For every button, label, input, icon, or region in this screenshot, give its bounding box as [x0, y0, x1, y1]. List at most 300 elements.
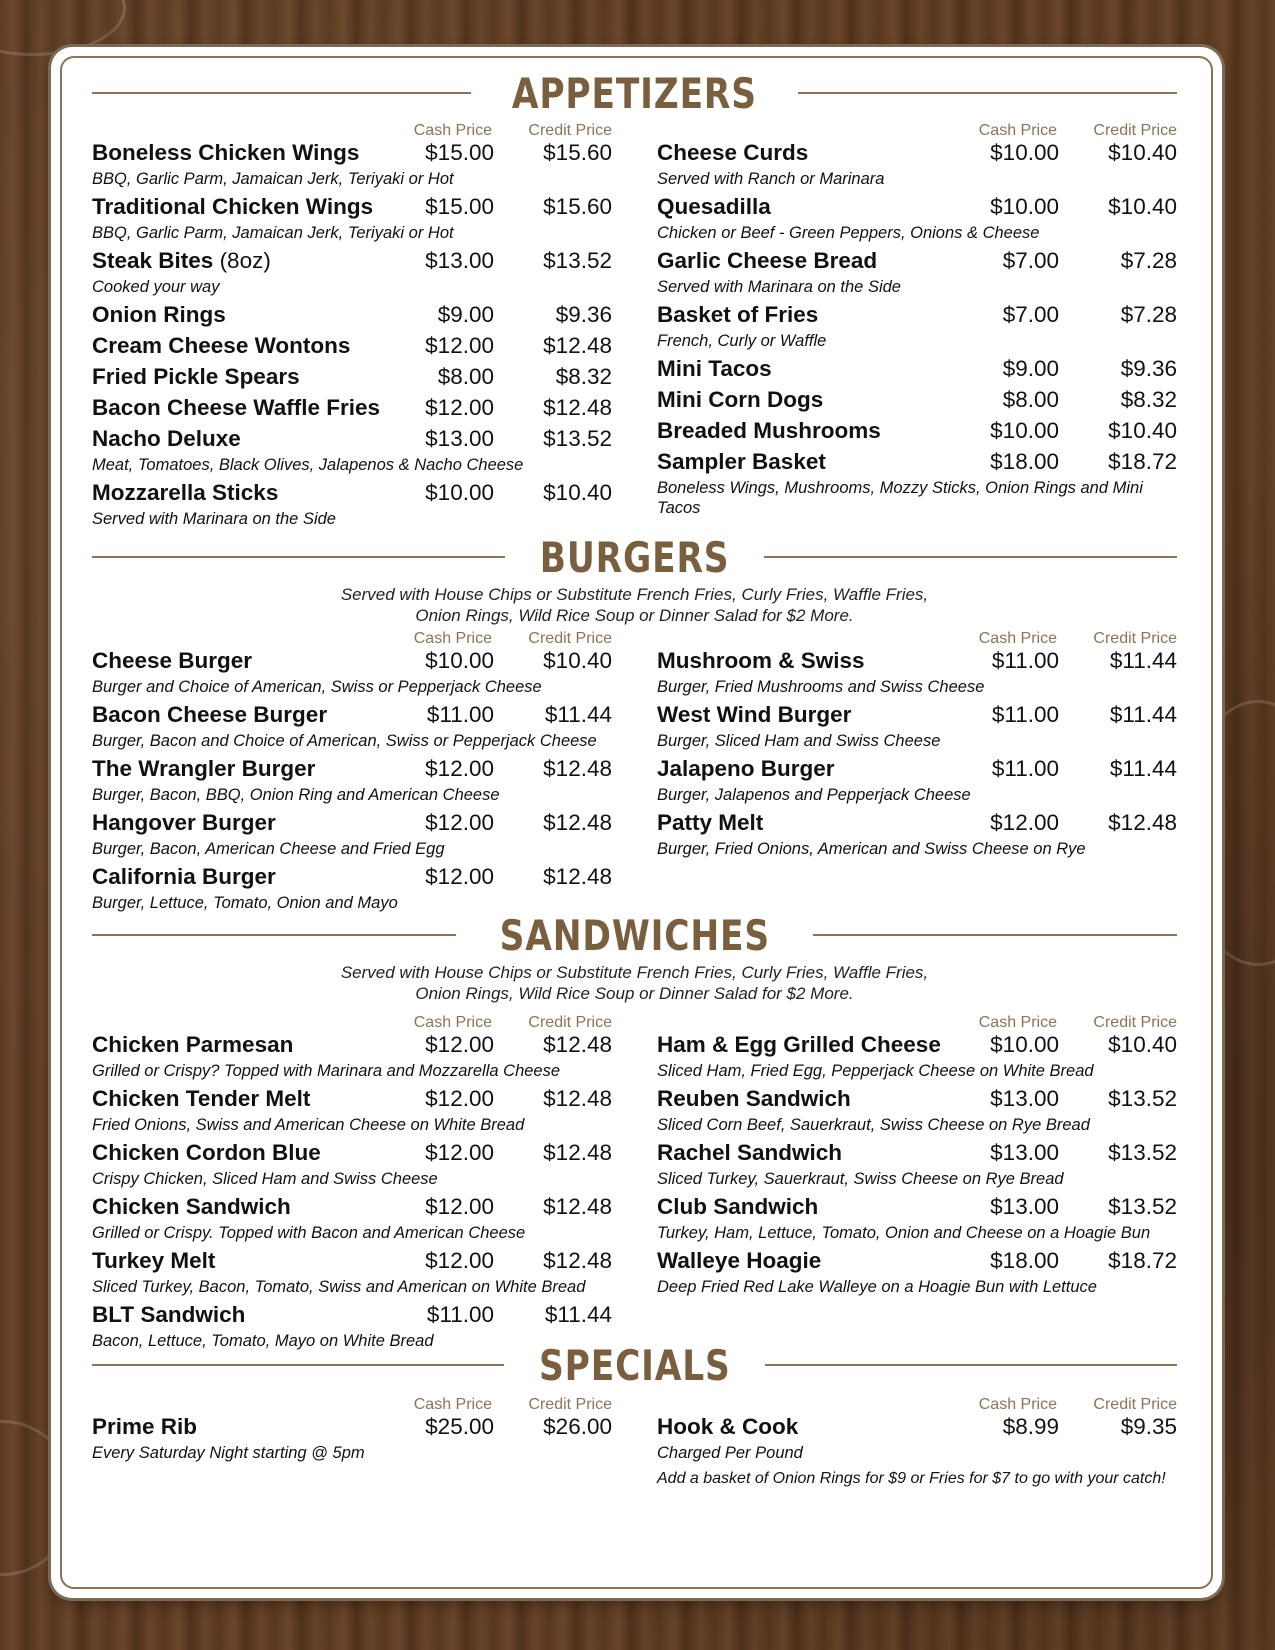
menu-item-name	[657, 449, 959, 475]
menu-item-row	[92, 1194, 612, 1223]
cash-price: $12.00	[425, 1248, 494, 1273]
header-rule-right	[798, 92, 1177, 94]
note-line: Served with House Chips or Substitute French Fries, Curly Fries, Waffle Fries,	[340, 963, 929, 982]
header-rule-left	[92, 1364, 504, 1366]
cash-price: $12.00	[425, 864, 494, 889]
section-header	[92, 68, 1177, 118]
credit-price: $12.48	[543, 333, 612, 358]
credit-price-header: Credit Price	[1093, 122, 1177, 139]
menu-item-name	[92, 248, 394, 274]
item-name-text: Cream Cheese Wontons	[92, 333, 351, 358]
cash-price: $8.99	[1002, 1414, 1059, 1439]
item-name-text: Rachel Sandwich	[657, 1140, 843, 1165]
menu-item-name	[92, 333, 394, 359]
menu-item-name	[92, 1248, 394, 1274]
credit-price: $15.60	[543, 194, 612, 219]
cash-price: $11.00	[426, 702, 494, 727]
item-name-text: Breaded Mushrooms	[657, 418, 881, 443]
menu-item	[657, 1248, 1177, 1297]
credit-price: $13.52	[543, 426, 612, 451]
menu-item	[657, 1414, 1177, 1463]
menu-item-row	[657, 756, 1177, 785]
menu-item-name	[657, 756, 959, 782]
cash-price: $10.00	[990, 194, 1059, 219]
menu-item-row	[92, 426, 612, 455]
item-name-text: Fried Pickle Spears	[92, 364, 300, 389]
menu-item-description: Grilled or Crispy. Topped with Bacon and American Cheese	[92, 1224, 526, 1242]
menu-item-description: BBQ, Garlic Parm, Jamaican Jerk, Teriyaki or Hot	[92, 170, 454, 188]
menu-item-description: Crispy Chicken, Sliced Ham and Swiss Cheese	[92, 1170, 438, 1188]
menu-item-row	[92, 248, 612, 277]
menu-item	[657, 1140, 1177, 1189]
item-name-text: Onion Rings	[92, 302, 226, 327]
menu-item	[657, 1194, 1177, 1243]
cash-price: $11.00	[991, 648, 1059, 673]
menu-item	[657, 1032, 1177, 1081]
credit-price: $8.32	[555, 364, 612, 389]
menu-item-name	[657, 1032, 959, 1058]
credit-price: $12.48	[543, 1248, 612, 1273]
menu-item-description: Burger, Fried Onions, American and Swiss Cheese on Rye	[657, 840, 1086, 858]
menu-item	[657, 302, 1177, 351]
price-column-headers	[92, 118, 612, 140]
credit-price: $9.35	[1120, 1414, 1177, 1439]
menu-item-name	[657, 302, 959, 328]
cash-price: $13.00	[990, 1194, 1059, 1219]
menu-item-row	[657, 449, 1177, 478]
menu-item-description: Sliced Turkey, Sauerkraut, Swiss Cheese on Rye Bread	[657, 1170, 1064, 1188]
price-column-headers	[657, 1392, 1177, 1414]
cash-price: $11.00	[991, 702, 1059, 727]
menu-item-row	[657, 140, 1177, 169]
specials-left-column	[92, 1392, 612, 1489]
menu-item-row	[657, 810, 1177, 839]
cash-price: $12.00	[425, 1086, 494, 1111]
cash-price: $10.00	[990, 140, 1059, 165]
menu-item	[92, 756, 612, 805]
menu-item-row	[92, 864, 612, 893]
credit-price: $12.48	[543, 810, 612, 835]
item-name-text: Garlic Cheese Bread	[657, 248, 878, 273]
menu-item	[657, 756, 1177, 805]
specials-section	[92, 1340, 1177, 1489]
credit-price-header: Credit Price	[1093, 1396, 1177, 1413]
menu-item	[92, 864, 612, 913]
credit-price: $10.40	[543, 480, 612, 505]
menu-item-description: Burger, Fried Mushrooms and Swiss Cheese	[657, 678, 985, 696]
credit-price: $12.48	[543, 1032, 612, 1057]
menu-item	[657, 356, 1177, 385]
item-name-text: BLT Sandwich	[92, 1302, 246, 1327]
cash-price-header: Cash Price	[978, 1396, 1057, 1413]
item-name-text: Club Sandwich	[657, 1194, 819, 1219]
menu-item-description: Turkey, Ham, Lettuce, Tomato, Onion and Cheese on a Hoagie Bun	[657, 1224, 1151, 1242]
item-name-text: Sampler Basket	[657, 449, 826, 474]
item-name-text: Hangover Burger	[92, 810, 276, 835]
menu-item-row	[92, 756, 612, 785]
cash-price-header: Cash Price	[413, 122, 492, 139]
credit-price: $9.36	[555, 302, 612, 327]
menu-item-row	[657, 1248, 1177, 1277]
price-column-headers	[92, 626, 612, 648]
menu-item-name	[92, 864, 394, 890]
menu-item-row	[92, 1086, 612, 1115]
menu-item	[92, 364, 612, 393]
item-name-text: Turkey Melt	[92, 1248, 216, 1273]
cash-price-header: Cash Price	[978, 122, 1057, 139]
menu-item-row	[657, 387, 1177, 416]
menu-item-description: Charged Per Pound	[657, 1444, 803, 1462]
cash-price: $13.00	[425, 426, 494, 451]
cash-price: $13.00	[425, 248, 494, 273]
cash-price: $7.00	[1002, 302, 1059, 327]
menu-item-name	[92, 810, 394, 836]
cash-price: $12.00	[990, 810, 1059, 835]
burgers-right-column	[657, 626, 1177, 918]
cash-price: $9.00	[1002, 356, 1059, 381]
sandwiches-left-column	[92, 1010, 612, 1356]
menu-item-name	[657, 1194, 959, 1220]
cash-price-header: Cash Price	[413, 1396, 492, 1413]
menu-item	[657, 810, 1177, 859]
credit-price: $12.48	[543, 395, 612, 420]
cash-price: $12.00	[425, 810, 494, 835]
item-name-text: Reuben Sandwich	[657, 1086, 851, 1111]
cash-price: $8.00	[1002, 387, 1059, 412]
menu-item-description: Deep Fried Red Lake Walleye on a Hoagie Bun with Lettuce	[657, 1278, 1097, 1296]
menu-item-row	[92, 648, 612, 677]
sandwiches-right-column	[657, 1010, 1177, 1356]
cash-price: $15.00	[425, 140, 494, 165]
menu-item-description: Sliced Ham, Fried Egg, Pepperjack Cheese on White Bread	[657, 1062, 1094, 1080]
menu-item-row	[92, 702, 612, 731]
credit-price: $12.48	[543, 864, 612, 889]
credit-price-header: Credit Price	[528, 1014, 612, 1031]
credit-price: $8.32	[1120, 387, 1177, 412]
menu-item	[92, 248, 612, 297]
item-name-text: Bacon Cheese Waffle Fries	[92, 395, 381, 420]
menu-item-name	[92, 1302, 394, 1328]
price-column-headers	[657, 1010, 1177, 1032]
menu-item-name	[92, 756, 394, 782]
credit-price: $9.36	[1120, 356, 1177, 381]
item-name-text: Mushroom & Swiss	[657, 648, 865, 673]
header-rule-right	[813, 934, 1177, 936]
section-header	[92, 532, 1177, 582]
item-name-text: Traditional Chicken Wings	[92, 194, 374, 219]
item-name-text: Jalapeno Burger	[657, 756, 835, 781]
note-line: Onion Rings, Wild Rice Soup or Dinner Salad for $2 More.	[415, 606, 854, 625]
cash-price: $10.00	[425, 480, 494, 505]
credit-price: $10.40	[1108, 194, 1177, 219]
menu-item	[657, 702, 1177, 751]
menu-item-row	[657, 194, 1177, 223]
item-name-text: Hook & Cook	[657, 1414, 799, 1439]
item-name-text: The Wrangler Burger	[92, 756, 316, 781]
specials-footnote: Add a basket of Onion Rings for $9 or Fries for $7 to go with your catch!	[657, 1470, 1166, 1487]
menu-item-name	[92, 426, 394, 452]
menu-item	[657, 648, 1177, 697]
menu-item-name	[92, 702, 394, 728]
menu-item-name	[657, 140, 959, 166]
menu-item-row	[657, 418, 1177, 447]
menu-item-row	[92, 810, 612, 839]
menu-item	[657, 1086, 1177, 1135]
price-column-headers	[657, 626, 1177, 648]
menu-item-description: Meat, Tomatoes, Black Olives, Jalapenos & Nacho Cheese	[92, 456, 524, 474]
menu-item-row	[657, 648, 1177, 677]
credit-price: $10.40	[1108, 418, 1177, 443]
menu-item	[92, 333, 612, 362]
menu-item-name	[92, 194, 394, 220]
credit-price: $13.52	[1108, 1194, 1177, 1219]
item-name-text: California Burger	[92, 864, 276, 889]
sandwiches-sides-note	[92, 962, 1177, 1004]
credit-price-header: Credit Price	[1093, 630, 1177, 647]
credit-price: $10.40	[1108, 140, 1177, 165]
cash-price: $12.00	[425, 1140, 494, 1165]
item-name-text: Quesadilla	[657, 194, 771, 219]
header-rule-left	[92, 92, 471, 94]
cash-price-header: Cash Price	[413, 1014, 492, 1031]
menu-item-row	[657, 248, 1177, 277]
menu-item-row	[657, 1414, 1177, 1443]
menu-item	[92, 395, 612, 424]
menu-item-name	[657, 1140, 959, 1166]
credit-price: $12.48	[1108, 810, 1177, 835]
credit-price-header: Credit Price	[1093, 1014, 1177, 1031]
menu-item-row	[657, 1086, 1177, 1115]
menu-item	[92, 1248, 612, 1297]
menu-item-name	[657, 418, 959, 444]
credit-price: $12.48	[543, 1086, 612, 1111]
item-name-text: Mozzarella Sticks	[92, 480, 279, 505]
item-name-text: Chicken Cordon Blue	[92, 1140, 321, 1165]
menu-item-name	[657, 810, 959, 836]
item-name-text: Basket of Fries	[657, 302, 819, 327]
cash-price: $11.00	[426, 1302, 494, 1327]
cash-price: $13.00	[990, 1140, 1059, 1165]
menu-item-name	[92, 1086, 394, 1112]
credit-price: $10.40	[543, 648, 612, 673]
item-name-text: Boneless Chicken Wings	[92, 140, 360, 165]
credit-price: $26.00	[543, 1414, 612, 1439]
credit-price: $10.40	[1108, 1032, 1177, 1057]
menu-item	[92, 480, 612, 529]
menu-item-row	[657, 702, 1177, 731]
section-title: APPETIZERS	[511, 68, 758, 118]
menu-item-name	[92, 1194, 394, 1220]
menu-item-name	[92, 1414, 394, 1440]
menu-item	[92, 1086, 612, 1135]
credit-price-header: Credit Price	[528, 1396, 612, 1413]
credit-price: $18.72	[1108, 1248, 1177, 1273]
appetizers-left-column	[92, 118, 612, 534]
menu-item-description: Every Saturday Night starting @ 5pm	[92, 1444, 365, 1462]
menu-item	[92, 702, 612, 751]
sandwiches-section	[92, 910, 1177, 1356]
menu-item-description: Burger, Sliced Ham and Swiss Cheese	[657, 732, 941, 750]
credit-price: $13.52	[1108, 1086, 1177, 1111]
menu-item-row	[657, 302, 1177, 331]
cash-price: $10.00	[990, 418, 1059, 443]
menu-item-name	[92, 395, 394, 421]
menu-item-name	[92, 1140, 394, 1166]
item-name-text: Ham & Egg Grilled Cheese	[657, 1032, 941, 1057]
item-name-text: Chicken Parmesan	[92, 1032, 294, 1057]
credit-price: $12.48	[543, 756, 612, 781]
menu-item	[92, 302, 612, 331]
menu-item-row	[92, 333, 612, 362]
menu-item-description: Bacon, Lettuce, Tomato, Mayo on White Bread	[92, 1332, 434, 1350]
cash-price: $9.00	[437, 302, 494, 327]
menu-item-row	[92, 1248, 612, 1277]
cash-price: $12.00	[425, 1194, 494, 1219]
menu-item-description: Served with Marinara on the Side	[657, 278, 901, 296]
section-title: SPECIALS	[538, 1340, 731, 1390]
cash-price: $25.00	[425, 1414, 494, 1439]
menu-item-description: Burger, Jalapenos and Pepperjack Cheese	[657, 786, 971, 804]
menu-item	[657, 248, 1177, 297]
price-column-headers	[92, 1392, 612, 1414]
credit-price: $13.52	[1108, 1140, 1177, 1165]
menu-item	[657, 140, 1177, 189]
cash-price: $18.00	[990, 1248, 1059, 1273]
menu-card	[54, 50, 1219, 1595]
menu-item-description: BBQ, Garlic Parm, Jamaican Jerk, Teriyaki or Hot	[92, 224, 454, 242]
menu-item-row	[92, 1032, 612, 1061]
price-column-headers	[92, 1010, 612, 1032]
menu-item-description: Burger, Bacon and Choice of American, Swiss or Pepperjack Cheese	[92, 732, 597, 750]
menu-item-row	[657, 1194, 1177, 1223]
menu-item-name	[657, 1248, 959, 1274]
menu-item-description: Sliced Corn Beef, Sauerkraut, Swiss Cheese on Rye Bread	[657, 1116, 1090, 1134]
menu-item-description: French, Curly or Waffle	[657, 332, 827, 350]
menu-item-name	[92, 302, 394, 328]
item-name-text: Prime Rib	[92, 1414, 198, 1439]
credit-price: $7.28	[1120, 302, 1177, 327]
section-title: SANDWICHES	[499, 910, 770, 960]
wood-texture-swirl	[0, 0, 126, 56]
menu-item-row	[92, 194, 612, 223]
menu-item-description: Burger and Choice of American, Swiss or Pepperjack Cheese	[92, 678, 542, 696]
cash-price: $10.00	[990, 1032, 1059, 1057]
item-name-text: Cheese Burger	[92, 648, 253, 673]
credit-price: $7.28	[1120, 248, 1177, 273]
menu-item-description: Grilled or Crispy? Topped with Marinara and Mozzarella Cheese	[92, 1062, 561, 1080]
menu-item-name	[657, 702, 959, 728]
section-title: BURGERS	[539, 532, 730, 582]
menu-item	[92, 140, 612, 189]
menu-item-name	[92, 480, 394, 506]
credit-price: $11.44	[1109, 702, 1177, 727]
menu-item-name	[92, 1032, 394, 1058]
menu-item-description: Sliced Turkey, Bacon, Tomato, Swiss and American on White Bread	[92, 1278, 586, 1296]
credit-price: $11.44	[1109, 648, 1177, 673]
menu-item	[657, 418, 1177, 447]
menu-item-name	[657, 648, 959, 674]
menu-item-description: Chicken or Beef - Green Peppers, Onions & Cheese	[657, 224, 1040, 242]
menu-item	[92, 1032, 612, 1081]
credit-price: $11.44	[1109, 756, 1177, 781]
menu-item	[92, 1140, 612, 1189]
appetizers-section	[92, 68, 1177, 534]
menu-item-name	[657, 387, 959, 413]
item-portion-size: (8oz)	[213, 248, 271, 273]
burgers-left-column	[92, 626, 612, 918]
menu-item	[92, 648, 612, 697]
menu-item	[657, 194, 1177, 243]
cash-price-header: Cash Price	[413, 630, 492, 647]
cash-price: $7.00	[1002, 248, 1059, 273]
item-name-text: West Wind Burger	[657, 702, 852, 727]
specials-right-column	[657, 1392, 1177, 1489]
burgers-sides-note	[92, 584, 1177, 626]
cash-price: $12.00	[425, 395, 494, 420]
menu-item-name	[92, 140, 394, 166]
credit-price: $15.60	[543, 140, 612, 165]
cash-price-header: Cash Price	[978, 630, 1057, 647]
menu-item-name	[657, 194, 959, 220]
menu-item-row	[92, 364, 612, 393]
price-column-headers	[657, 118, 1177, 140]
menu-item	[657, 387, 1177, 416]
burgers-section	[92, 532, 1177, 918]
header-rule-right	[765, 1364, 1177, 1366]
header-rule-left	[92, 934, 456, 936]
menu-item-name	[92, 364, 394, 390]
menu-item-description: Cooked your way	[92, 278, 220, 296]
appetizers-right-column	[657, 118, 1177, 534]
menu-item	[92, 194, 612, 243]
menu-item-name	[657, 248, 959, 274]
menu-item-description: Burger, Bacon, BBQ, Onion Ring and American Cheese	[92, 786, 500, 804]
item-name-text: Walleye Hoagie	[657, 1248, 822, 1273]
item-name-text: Cheese Curds	[657, 140, 809, 165]
credit-price: $12.48	[543, 1194, 612, 1219]
credit-price-header: Credit Price	[528, 630, 612, 647]
note-line: Served with House Chips or Substitute French Fries, Curly Fries, Waffle Fries,	[340, 585, 929, 604]
menu-item-description: Served with Ranch or Marinara	[657, 170, 885, 188]
credit-price: $12.48	[543, 1140, 612, 1165]
credit-price: $13.52	[543, 248, 612, 273]
menu-item-description: Boneless Wings, Mushrooms, Mozzy Sticks, Onion Rings and Mini Tacos	[657, 479, 1143, 517]
item-name-text: Bacon Cheese Burger	[92, 702, 328, 727]
cash-price: $12.00	[425, 1032, 494, 1057]
cash-price: $18.00	[990, 449, 1059, 474]
menu-item-description: Fried Onions, Swiss and American Cheese on White Bread	[92, 1116, 525, 1134]
cash-price: $10.00	[425, 648, 494, 673]
credit-price: $11.44	[544, 702, 612, 727]
cash-price: $15.00	[425, 194, 494, 219]
cash-price: $13.00	[990, 1086, 1059, 1111]
menu-item-name	[657, 356, 959, 382]
menu-item-description: Served with Marinara on the Side	[92, 510, 336, 528]
menu-item-row	[92, 1140, 612, 1169]
item-name-text: Chicken Sandwich	[92, 1194, 291, 1219]
menu-item-row	[92, 1414, 612, 1443]
menu-item-name	[657, 1414, 959, 1440]
menu-item-row	[657, 356, 1177, 385]
note-line: Onion Rings, Wild Rice Soup or Dinner Salad for $2 More.	[415, 984, 854, 1003]
cash-price-header: Cash Price	[978, 1014, 1057, 1031]
cash-price: $8.00	[437, 364, 494, 389]
section-header	[92, 910, 1177, 960]
item-name-text: Nacho Deluxe	[92, 426, 241, 451]
menu-item	[92, 426, 612, 475]
credit-price: $11.44	[544, 1302, 612, 1327]
menu-item-row	[657, 1140, 1177, 1169]
